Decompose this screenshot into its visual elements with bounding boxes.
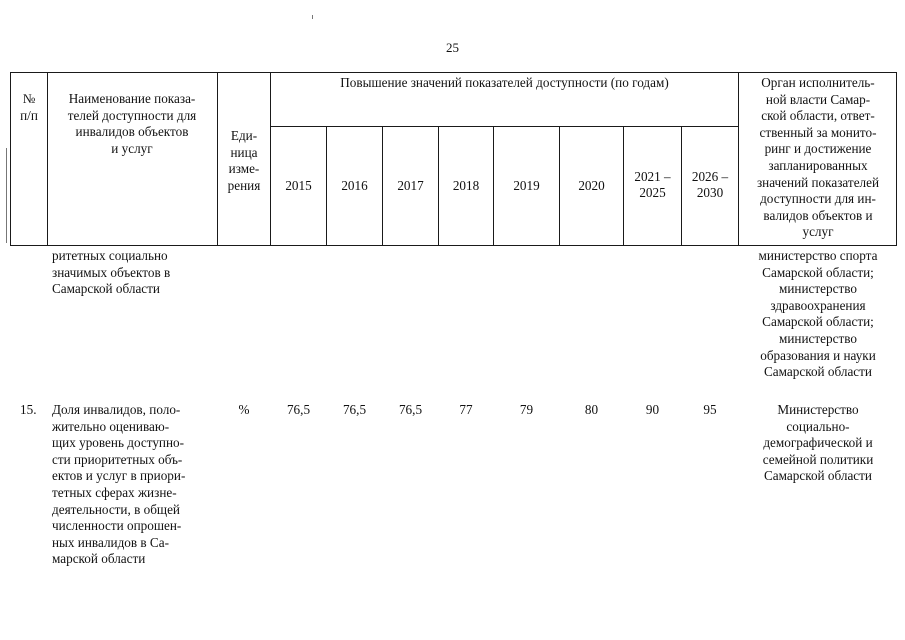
row-15-unit: %	[238, 402, 250, 417]
row-15-value-2021-2025: 90	[645, 402, 660, 417]
row-15-organ: Министерство социально- демографической и семейной политики Самарской области	[762, 402, 874, 484]
header-number: № п/п	[20, 91, 38, 123]
row-15-name: Доля инвалидов, поло- жительно оцениваю- щих уровень доступно- сти приоритетных объ- ектов и услуг в приори- тетных сферах жизне- деятельности, в общей численности опрошен- ных инвалидов в Са- марской области	[52, 402, 186, 567]
header-year-2016: 2016	[341, 178, 368, 193]
row-15-value-2016: 76,5	[342, 402, 367, 417]
page-number: 25	[446, 40, 459, 55]
row-15-value-2017: 76,5	[398, 402, 423, 417]
row-15-value-2019: 79	[519, 402, 534, 417]
row-15-value-2026-2030: 95	[703, 402, 717, 417]
header-year-2019: 2019	[513, 178, 540, 193]
header-unit: Еди- ница изме- рения	[227, 128, 261, 193]
header-year-2017: 2017	[397, 178, 424, 193]
header-year-2020: 2020	[578, 178, 605, 193]
row-15-value-2015: 76,5	[286, 402, 311, 417]
header-year-2018: 2018	[452, 178, 480, 193]
row-15-number: 15.	[20, 402, 37, 417]
row-continuation-name: ритетных социально значимых объектов в Самарской области	[52, 248, 171, 297]
header-increase-group: Повышение значений показателей доступности (по годам)	[340, 75, 669, 90]
row-15-value-2020: 80	[584, 402, 599, 417]
header-responsible-organ: Орган исполнитель- ной власти Самар- ской области, ответ- ственный за монито- ринг и достижение запланированных значений показателей доступности для ин- валидов объектов и услуг	[756, 75, 880, 240]
header-year-2015: 2015	[285, 178, 312, 193]
row-continuation-organ: министерство спорта Самарской области; министерство здравоохранения Самарской области; министерство образования и науки Самарской области	[758, 248, 878, 380]
header-year-2026-2030: 2026 – 2030	[691, 169, 729, 200]
row-15-value-2018: 77	[459, 402, 473, 417]
header-year-2021-2025: 2021 – 2025	[634, 169, 671, 200]
header-indicator-name: Наименование показа- телей доступности для инвалидов объектов и услуг	[67, 91, 197, 156]
